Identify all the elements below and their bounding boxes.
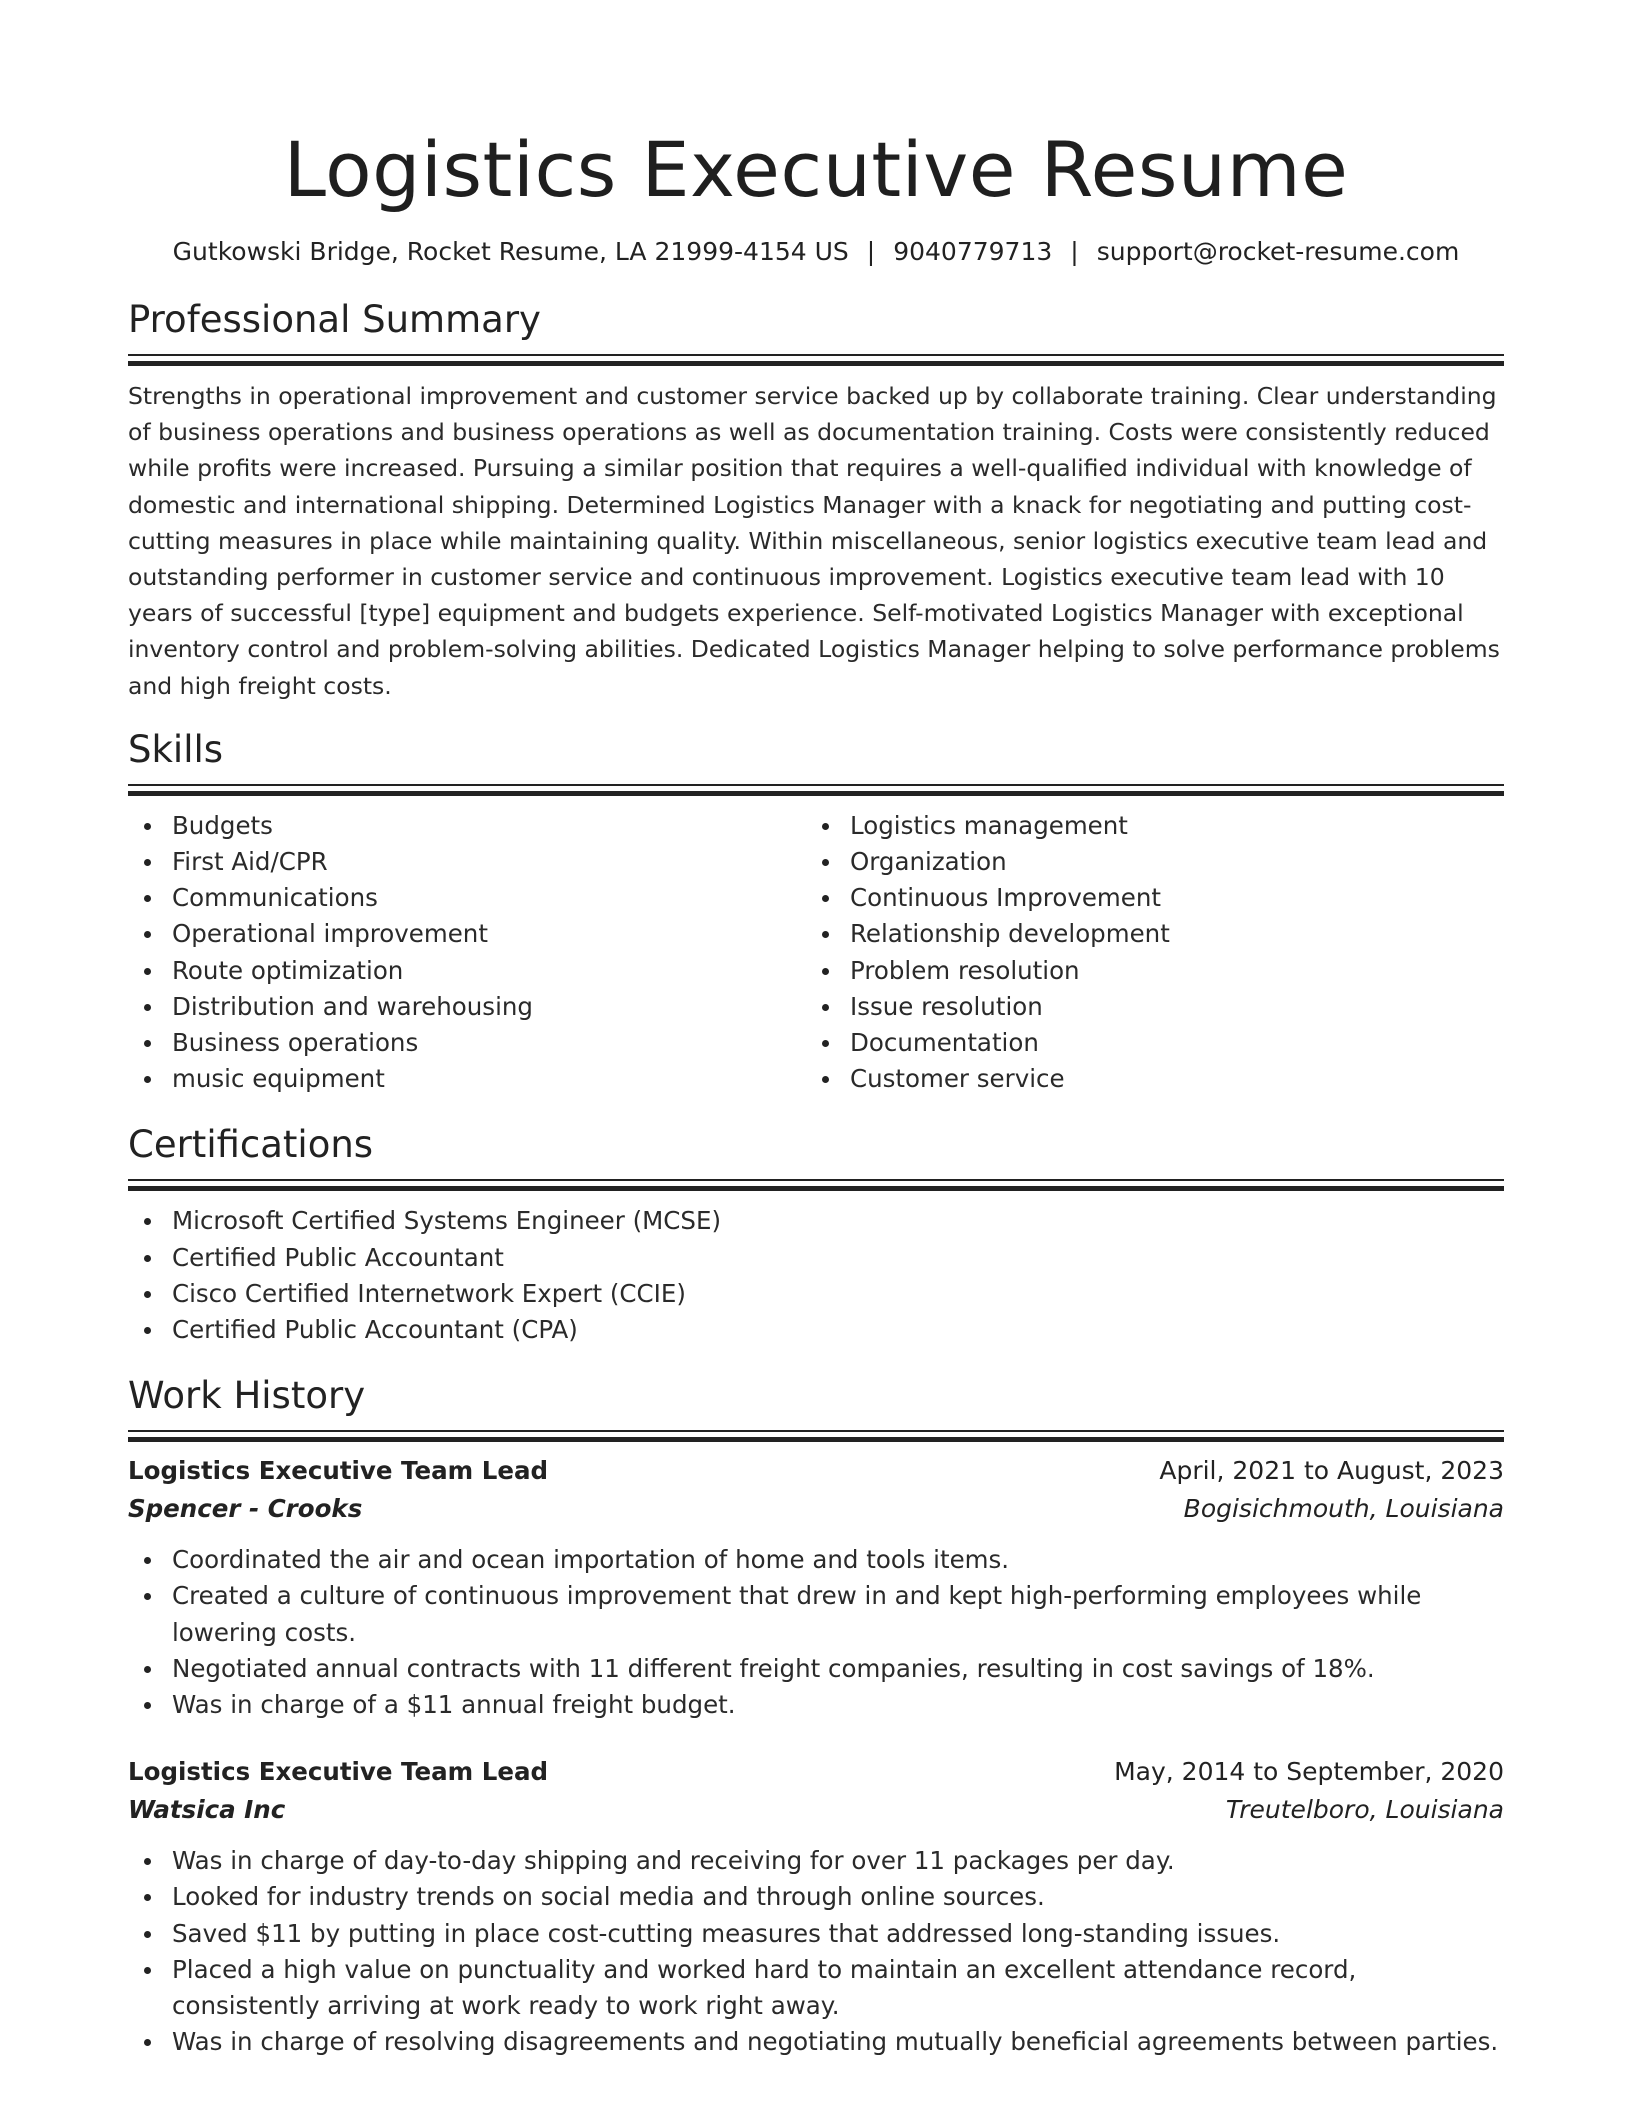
job-bullet: Coordinated the air and ocean importation of home and tools items.	[128, 1542, 1504, 1578]
skill-item: music equipment	[128, 1061, 806, 1097]
certification-item: Microsoft Certified Systems Engineer (MCSE)	[128, 1203, 1504, 1239]
skill-item: Customer service	[806, 1061, 1484, 1097]
certifications-list	[128, 1203, 1504, 1348]
job-location: Bogisichmouth, Louisiana	[1183, 1494, 1504, 1524]
work-history-heading: Work History	[128, 1374, 366, 1418]
skill-item: Budgets	[128, 808, 806, 844]
summary-section	[128, 296, 1504, 704]
certifications-section	[128, 1121, 1504, 1348]
skill-item: Relationship development	[806, 916, 1484, 952]
summary-text: Strengths in operational improvement and customer service backed up by collaborate training. Clear understanding of business operations and business operations as well as documentation training. Costs were consistently reduced while profits were increased. Pursuing a similar position that requires a well-qualified individual with knowledge of domestic and international shipping. Determined Logistics Manager with a knack for negotiating and putting cost-cutting measures in place while maintaining quality. Within miscellaneous, senior logistics executive team lead and outstanding performer in customer service and continuous improvement. Logistics executive team lead with 10 years of successful [type] equipment and budgets experience. Self-motivated Logistics Manager with exceptional inventory control and problem-solving abilities. Dedicated Logistics Manager helping to solve performance problems and high freight costs.	[128, 382, 1500, 700]
skill-item: Business operations	[128, 1025, 806, 1061]
job-dates: May, 2014 to September, 2020	[1114, 1757, 1504, 1787]
job-bullet: Placed a high value on punctuality and worked hard to maintain an excellent attendance record, consistently arriving at work ready to work right away.	[128, 1952, 1504, 2024]
job-title: Logistics Executive Team Lead	[128, 1757, 549, 1787]
contact-email: support@rocket-resume.com	[1096, 237, 1460, 266]
job-header-row	[128, 1452, 1504, 1490]
contact-address: Gutkowski Bridge, Rocket Resume, LA 21999-4154 US	[172, 237, 849, 266]
resume-title: Logistics Executive Resume	[283, 125, 1349, 214]
job-entry	[128, 1452, 1504, 1723]
skill-item: Communications	[128, 880, 806, 916]
certifications-heading: Certifications	[128, 1123, 374, 1167]
certification-item: Certified Public Accountant	[128, 1240, 1504, 1276]
skill-item: Documentation	[806, 1025, 1484, 1061]
skills-section	[128, 726, 1504, 1098]
skill-item: Route optimization	[128, 953, 806, 989]
job-bullets	[128, 1542, 1504, 1723]
skill-item: Operational improvement	[128, 916, 806, 952]
job-company: Spencer - Crooks	[128, 1494, 363, 1524]
section-divider	[128, 1179, 1504, 1191]
skill-item: First Aid/CPR	[128, 844, 806, 880]
job-bullet: Created a culture of continuous improvement that drew in and kept high-performing employees while lowering costs.	[128, 1578, 1504, 1650]
work-history-section	[128, 1372, 1504, 2060]
job-bullet: Looked for industry trends on social media and through online sources.	[128, 1879, 1504, 1915]
contact-separator: |	[866, 237, 876, 266]
job-bullet: Negotiated annual contracts with 11 different freight companies, resulting in cost savings of 18%.	[128, 1651, 1504, 1687]
skills-grid	[128, 808, 1504, 1098]
certification-item: Certified Public Accountant (CPA)	[128, 1312, 1504, 1348]
job-bullet: Was in charge of resolving disagreements and negotiating mutually beneficial agreements between parties.	[128, 2024, 1504, 2060]
job-header-row	[128, 1753, 1504, 1791]
section-divider	[128, 784, 1504, 796]
job-bullet: Was in charge of a $11 annual freight budget.	[128, 1687, 1504, 1723]
section-divider	[128, 1430, 1504, 1442]
contact-line	[128, 234, 1504, 270]
job-entry	[128, 1753, 1504, 2060]
job-company: Watsica Inc	[128, 1795, 286, 1825]
skill-item: Problem resolution	[806, 953, 1484, 989]
contact-separator: |	[1070, 237, 1079, 266]
job-dates: April, 2021 to August, 2023	[1159, 1456, 1504, 1486]
skills-heading: Skills	[128, 727, 224, 771]
job-company-row	[128, 1490, 1504, 1528]
skill-item: Continuous Improvement	[806, 880, 1484, 916]
skills-list-left	[128, 808, 806, 1098]
job-location: Treutelboro, Louisiana	[1225, 1795, 1504, 1825]
skills-list-right	[806, 808, 1484, 1098]
job-bullet: Saved $11 by putting in place cost-cutting measures that addressed long-standing issues.	[128, 1916, 1504, 1952]
job-company-row	[128, 1791, 1504, 1829]
skill-item: Issue resolution	[806, 989, 1484, 1025]
job-bullet: Was in charge of day-to-day shipping and receiving for over 11 packages per day.	[128, 1843, 1504, 1879]
job-title: Logistics Executive Team Lead	[128, 1456, 549, 1486]
job-bullets	[128, 1843, 1504, 2060]
certification-item: Cisco Certified Internetwork Expert (CCIE)	[128, 1276, 1504, 1312]
section-divider	[128, 354, 1504, 366]
contact-phone: 9040779713	[893, 237, 1053, 266]
skill-item: Organization	[806, 844, 1484, 880]
skill-item: Logistics management	[806, 808, 1484, 844]
skill-item: Distribution and warehousing	[128, 989, 806, 1025]
summary-heading: Professional Summary	[128, 298, 541, 341]
